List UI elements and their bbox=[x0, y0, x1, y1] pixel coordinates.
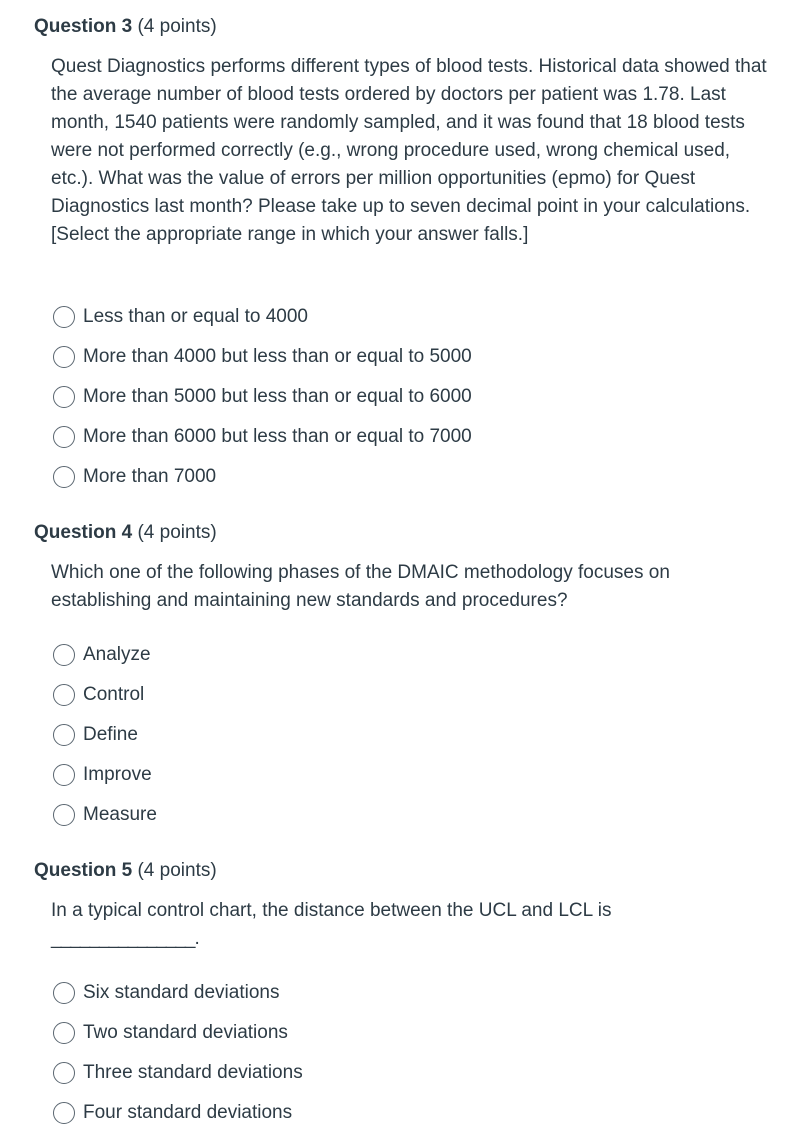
answer-label: Define bbox=[83, 724, 138, 745]
question-header bbox=[34, 859, 217, 883]
answer-label: Control bbox=[83, 684, 145, 705]
radio-button[interactable] bbox=[53, 644, 75, 666]
answer-option[interactable] bbox=[53, 715, 157, 755]
answer-label: Improve bbox=[83, 764, 152, 785]
answer-list bbox=[53, 635, 157, 835]
radio-button[interactable] bbox=[53, 346, 75, 368]
answer-label: Less than or equal to 4000 bbox=[83, 306, 309, 327]
answer-option[interactable] bbox=[53, 297, 472, 337]
radio-button[interactable] bbox=[53, 386, 75, 408]
radio-button[interactable] bbox=[53, 1022, 75, 1044]
answer-label: Two standard deviations bbox=[83, 1022, 288, 1043]
radio-button[interactable] bbox=[53, 466, 75, 488]
question-text: Quest Diagnostics performs different types of blood tests. Historical data showed that the average number of blood tests ordered by doctors per patient was 1.78. Last month, 1540 patients were randomly sampled, and it was found that 18 blood tests were not performed correctly (e.g., wrong procedure used, wrong chemical used, etc.). What was the value of errors per million opportunities (epmo) for Quest Diagnostics last month? Please take up to seven decimal point in your calculations. [Select the appropriate range in which your answer falls.] bbox=[51, 56, 767, 245]
radio-button[interactable] bbox=[53, 804, 75, 826]
radio-button[interactable] bbox=[53, 306, 75, 328]
answer-label: Measure bbox=[83, 804, 157, 825]
answer-option[interactable] bbox=[53, 755, 157, 795]
answer-option[interactable] bbox=[53, 1093, 303, 1133]
answer-label: Three standard deviations bbox=[83, 1062, 303, 1083]
answer-option[interactable] bbox=[53, 1013, 303, 1053]
question-header bbox=[34, 15, 217, 39]
radio-button[interactable] bbox=[53, 764, 75, 786]
answer-label: More than 4000 but less than or equal to 5000 bbox=[83, 346, 472, 367]
question-points: (4 points) bbox=[137, 522, 217, 543]
answer-option[interactable] bbox=[53, 337, 472, 377]
radio-button[interactable] bbox=[53, 1102, 75, 1124]
answer-option[interactable] bbox=[53, 635, 157, 675]
question-points: (4 points) bbox=[137, 16, 217, 37]
question-number: Question 5 bbox=[34, 860, 133, 881]
question-text: In a typical control chart, the distance between the UCL and LCL is bbox=[51, 900, 612, 921]
answer-list bbox=[53, 973, 303, 1133]
answer-list bbox=[53, 297, 472, 497]
answer-label: More than 7000 bbox=[83, 466, 217, 487]
radio-button[interactable] bbox=[53, 982, 75, 1004]
radio-button[interactable] bbox=[53, 426, 75, 448]
question-number: Question 3 bbox=[34, 16, 133, 37]
answer-label: Four standard deviations bbox=[83, 1102, 293, 1123]
fill-in-blank: _______________. bbox=[51, 928, 199, 949]
question-number: Question 4 bbox=[34, 522, 133, 543]
answer-label: More than 5000 but less than or equal to 6000 bbox=[83, 386, 472, 407]
answer-label: Six standard deviations bbox=[83, 982, 280, 1003]
radio-button[interactable] bbox=[53, 1062, 75, 1084]
question-points: (4 points) bbox=[137, 860, 217, 881]
answer-label: Analyze bbox=[83, 644, 151, 665]
question-text: Which one of the following phases of the DMAIC methodology focuses on establishing and maintaining new standards and procedures? bbox=[51, 562, 670, 611]
answer-option[interactable] bbox=[53, 457, 472, 497]
radio-button[interactable] bbox=[53, 724, 75, 746]
answer-option[interactable] bbox=[53, 795, 157, 835]
answer-option[interactable] bbox=[53, 377, 472, 417]
answer-option[interactable] bbox=[53, 1053, 303, 1093]
answer-option[interactable] bbox=[53, 973, 303, 1013]
answer-option[interactable] bbox=[53, 417, 472, 457]
question-header bbox=[34, 521, 217, 545]
answer-label: More than 6000 but less than or equal to 7000 bbox=[83, 426, 472, 447]
answer-option[interactable] bbox=[53, 675, 157, 715]
radio-button[interactable] bbox=[53, 684, 75, 706]
